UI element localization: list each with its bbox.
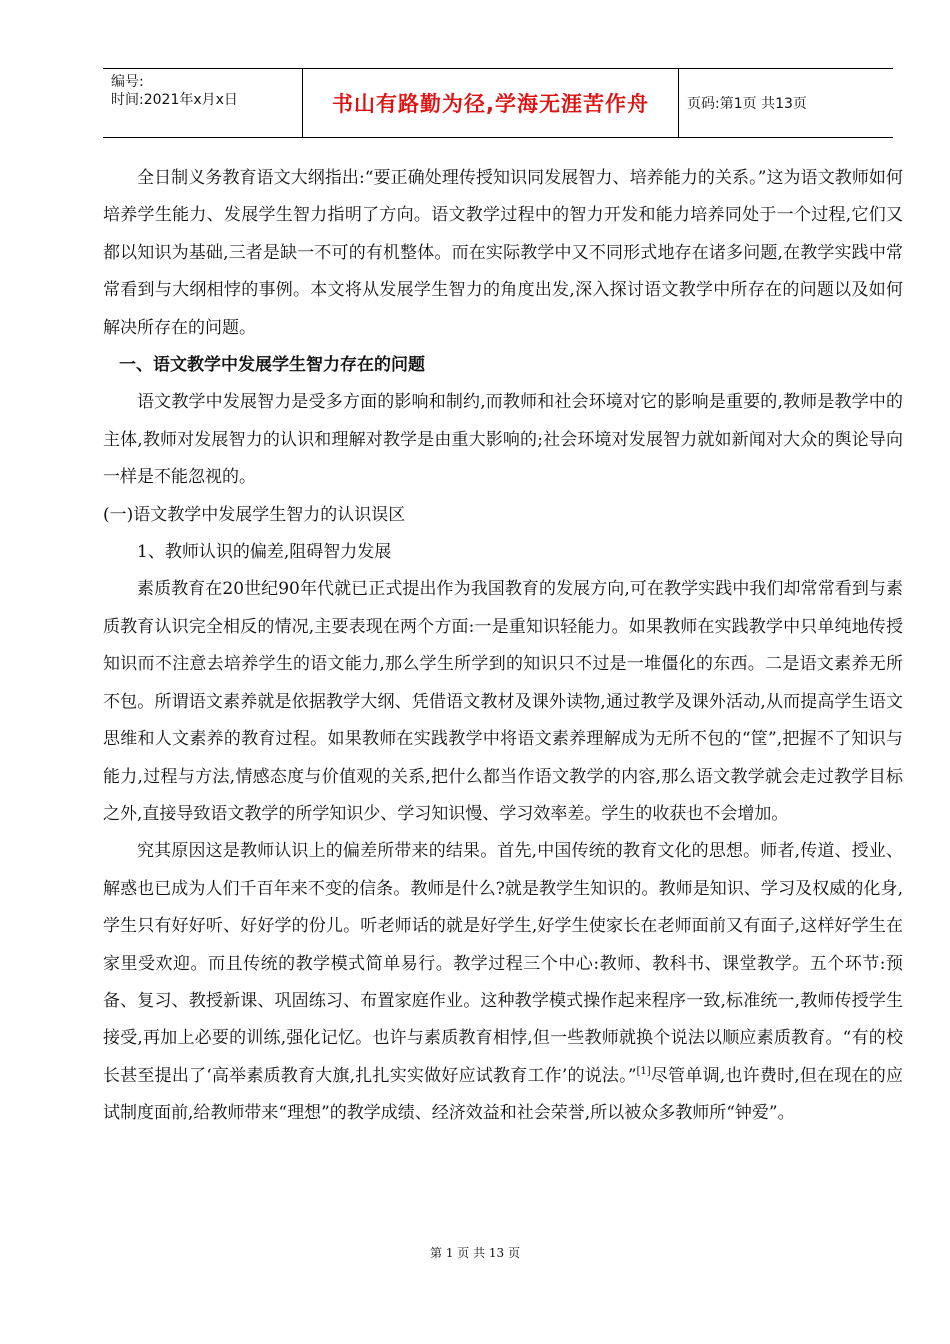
paragraph-quality-education: 素质教育在20世纪90年代就已正式提出作为我国教育的发展方向,可在教学实践中我们却常常看到与素质教育认识完全相反的情况,主要表现在两个方面:一是重知识轻能力。如果教师在实践教学中只单纯地传授知识而不注意去培养学生的语文能力,那么学生所学到的知识只不过是一堆僵化的东西。二是语文素养无所不包。所谓语文素养就是依据教学大纲、凭借语文教材及课外读物,通过教学及课外活动,从而提高学生语文思维和人文素养的教育过程。如果教师在实践教学中将语文素养理解成为无所不包的“筐”,把握不了知识与能力,过程与方法,情感态度与价值观的关系,把什么都当作语文教学的内容,那么语文教学就会走过教学目标之外,直接导致语文教学的所学知识少、学习知识慢、学习效率差。学生的收获也不会增加。 [103, 579, 903, 824]
document-body [103, 160, 903, 1133]
paragraph-intro: 全日制义务教育语文大纲指出:“要正确处理传授知识同发展智力、培养能力的关系。”这为语文教师如何培养学生能力、发展学生智力指明了方向。语文教学过程中的智力开发和能力培养同处于一个过程,它们又都以知识为基础,三者是缺一不可的有机整体。而在实际教学中又不同形式地存在诸多问题,在教学实践中常常看到与大纲相悖的事例。本文将从发展学生智力的角度出发,深入探讨语文教学中所存在的问题以及如何解决所存在的问题。 [103, 168, 903, 338]
paragraph-causes-part-2: 尽管单调,也许费时,但在现在的应试制度面前,给教师带来“理想”的教学成绩、经济效益和社会荣誉,所以被众多教师所“钟爱”。 [103, 1065, 903, 1124]
page-number-text: 页码:第1页 共13页 [687, 96, 807, 112]
citation-reference: [1] [636, 1065, 651, 1077]
serial-number-label: 编号: [111, 74, 144, 90]
paragraph-causes [103, 833, 903, 1132]
page-footer: 第 1 页 共 13 页 [430, 1246, 520, 1260]
section-heading-1: 一、语文教学中发展学生智力存在的问题 [119, 355, 425, 376]
subsection-heading-1: (一)语文教学中发展学生智力的认识误区 [103, 504, 406, 525]
motto-text: 书山有路勤为径,学海无涯苦作舟 [332, 92, 649, 116]
subsection-item-1: 1、教师认识的偏差,阻碍智力发展 [137, 542, 392, 563]
paragraph-causes-part-1: 究其原因这是教师认识上的偏差所带来的结果。首先,中国传统的教育文化的思想。师者,传道、授业、解惑也已成为人们千百年来不变的信条。教师是什么?就是教学生知识的。教师是知识、学习及权威的化身,学生只有好好听、好好学的份儿。听老师话的就是好学生,好学生使家长在老师面前又有面子,这样好学生在家里受欢迎。而且传统的教学模式简单易行。教学过程三个中心:教师、教科书、课堂教学。五个环节:预备、复习、教授新课、巩固练习、布置家庭作业。这种教学模式操作起来程序一致,标准统一,教师传授学生接受,再加上必要的训练,强化记忆。也许与素质教育相悖,但一些教师就换个说法以顺应素质教育。“有的校长甚至提出了‘高举素质教育大旗,扎扎实实做好应试教育工作’的说法。” [103, 841, 903, 1086]
document-header [103, 68, 893, 138]
header-meta-cell [103, 69, 303, 137]
header-page-cell [679, 69, 893, 137]
date-text: 时间:2021年x月x日 [111, 92, 238, 108]
paragraph-section-intro: 语文教学中发展智力是受多方面的影响和制约,而教师和社会环境对它的影响是重要的,教师是教学中的主体,教师对发展智力的认识和理解对教学是由重大影响的;社会环境对发展智力就如新闻对大众的舆论导向一样是不能忽视的。 [103, 392, 903, 488]
header-motto-cell [303, 69, 679, 137]
